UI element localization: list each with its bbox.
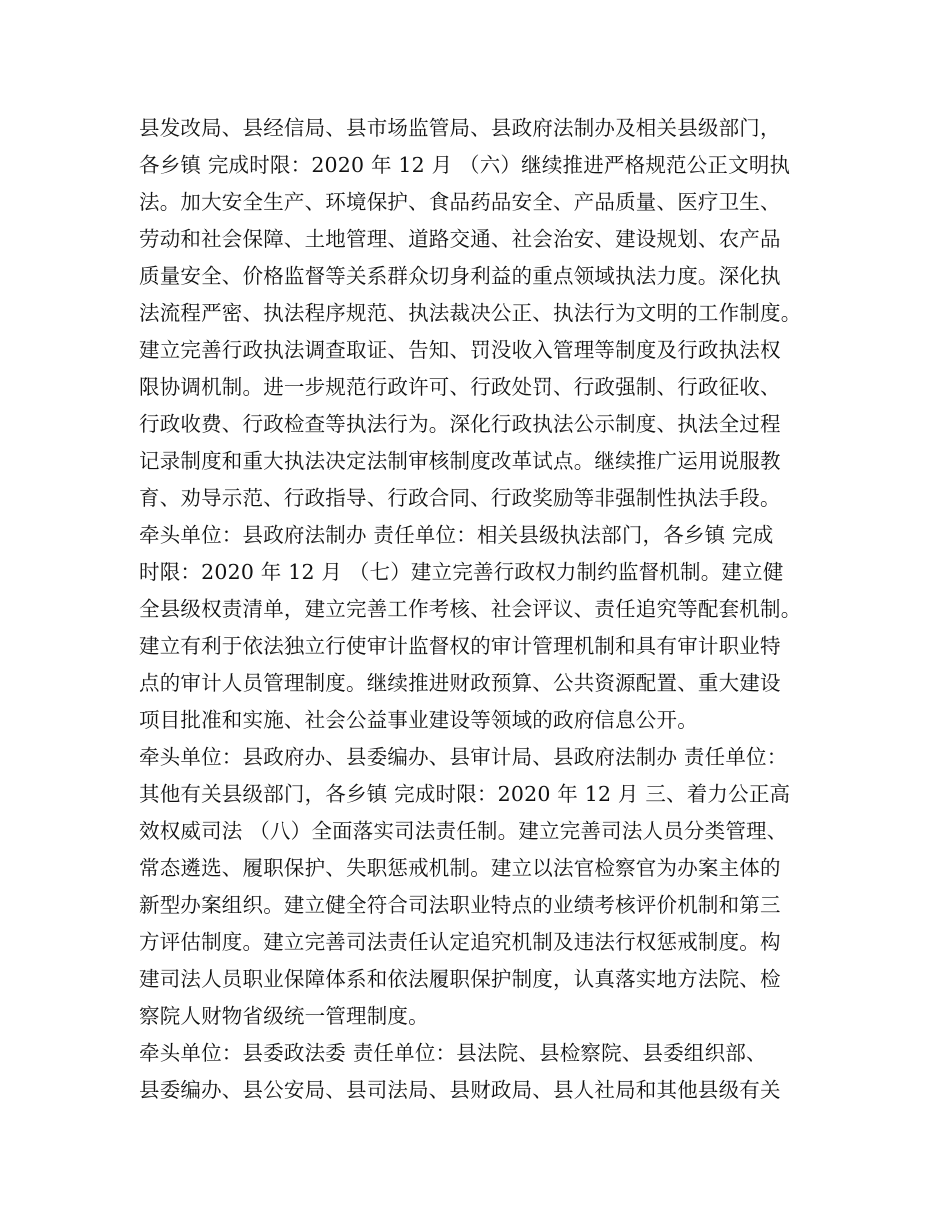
- text-line: 记录制度和重大执法决定法制审核制度改革试点。继续推广运用说服教: [139, 449, 781, 473]
- text-line: 县发改局、县经信局、县市场监管局、县政府法制办及相关县级部门，: [139, 116, 781, 140]
- text-line: 建司法人员职业保障体系和依法履职保护制度，认真落实地方法院、检: [139, 967, 781, 991]
- text-line: 方评估制度。建立完善司法责任认定追究机制及违法行权惩戒制度。构: [139, 930, 781, 954]
- text-line: 各乡镇 完成时限：2020 年 12 月 （六）继续推进严格规范公正文明执: [139, 153, 791, 177]
- text-line: 限协调机制。进一步规范行政许可、行政处罚、行政强制、行政征收、: [139, 375, 781, 399]
- text-line: 新型办案组织。建立健全符合司法职业特点的业绩考核评价机制和第三: [139, 893, 781, 917]
- text-line: 建立完善行政执法调查取证、告知、罚没收入管理等制度及行政执法权: [139, 338, 781, 362]
- text-line: 效权威司法 （八）全面落实司法责任制。建立完善司法人员分类管理、: [139, 819, 788, 843]
- text-line: 项目批准和实施、社会公益事业建设等领域的政府信息公开。: [139, 708, 698, 732]
- text-line: 法。加大安全生产、环境保护、食品药品安全、产品质量、医疗卫生、: [139, 190, 781, 214]
- text-line: 时限：2020 年 12 月 （七）建立完善行政权力制约监督机制。建立健: [139, 560, 784, 584]
- text-line: 牵头单位：县政府法制办 责任单位：相关县级执法部门，各乡镇 完成: [139, 523, 774, 547]
- text-line: 常态遴选、履职保护、失职惩戒机制。建立以法官检察官为办案主体的: [139, 856, 781, 880]
- text-line: 劳动和社会保障、土地管理、道路交通、社会治安、建设规划、农产品: [139, 227, 781, 251]
- text-line: 牵头单位：县委政法委 责任单位：县法院、县检察院、县委组织部、: [139, 1041, 767, 1065]
- text-line: 点的审计人员管理制度。继续推进财政预算、公共资源配置、重大建设: [139, 671, 781, 695]
- text-line: 育、劝导示范、行政指导、行政合同、行政奖励等非强制性执法手段。: [139, 486, 781, 510]
- text-line: 法流程严密、执法程序规范、执法裁决公正、执法行为文明的工作制度。: [139, 301, 802, 325]
- text-line: 牵头单位：县政府办、县委编办、县审计局、县政府法制办 责任单位：: [139, 745, 788, 769]
- text-line: 建立有利于依法独立行使审计监督权的审计管理机制和具有审计职业特: [139, 634, 781, 658]
- text-line: 质量安全、价格监督等关系群众切身利益的重点领域执法力度。深化执: [139, 264, 781, 288]
- text-line: 行政收费、行政检查等执法行为。深化行政执法公示制度、执法全过程: [139, 412, 781, 436]
- text-line: 其他有关县级部门，各乡镇 完成时限：2020 年 12 月 三、着力公正高: [139, 782, 791, 806]
- body-text: [139, 110, 839, 1109]
- text-line: 全县级权责清单，建立完善工作考核、社会评议、责任追究等配套机制。: [139, 597, 802, 621]
- text-line: 察院人财物省级统一管理制度。: [139, 1004, 429, 1028]
- text-line: 县委编办、县公安局、县司法局、县财政局、县人社局和其他县级有关: [139, 1078, 781, 1102]
